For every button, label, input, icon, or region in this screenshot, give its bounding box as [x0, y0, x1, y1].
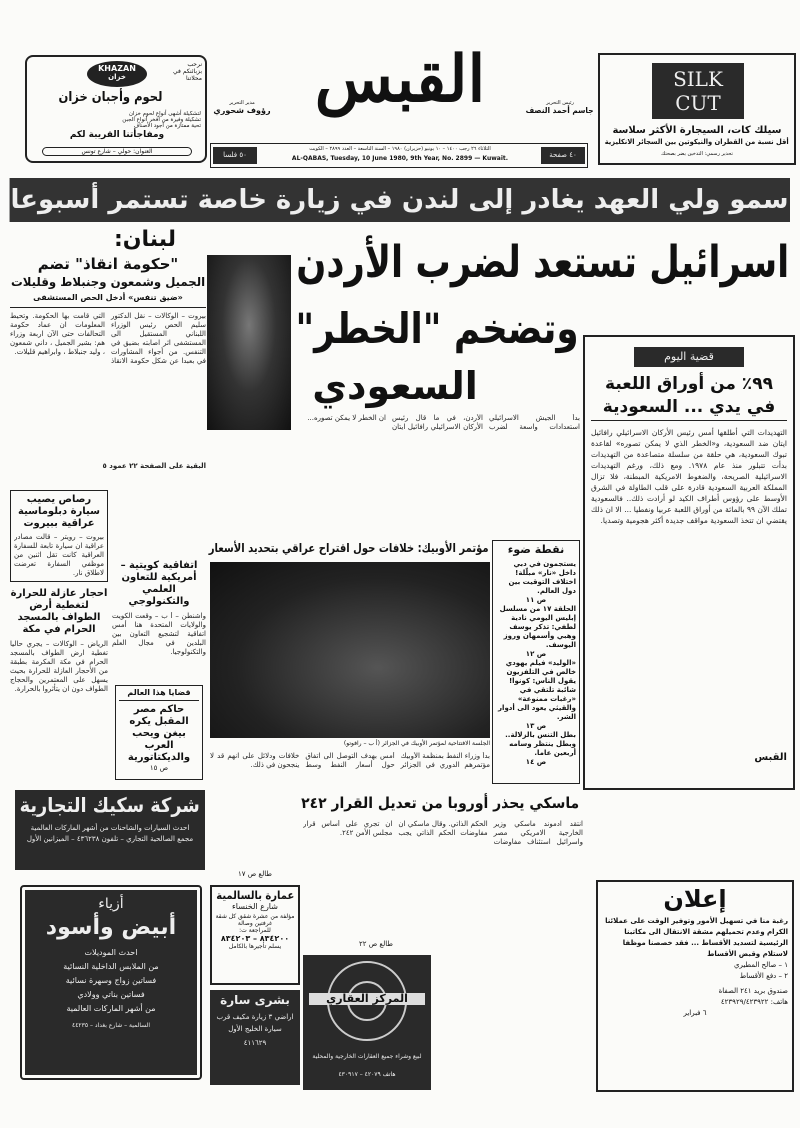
story-body: بيروت – رويتر – قالت مصادر عراقية ان سيارة تابعة للسفارة العراقية كانت تقل اثنين من موظفي السفارة تعرضت لاطلاق نار. — [14, 533, 104, 577]
silk-cut-brand: CUT — [675, 91, 721, 115]
silk-cut-sub: أقل نسبة من القطران والنيكوتين بين السجائر الانكليزية — [604, 138, 789, 146]
fashion-ad — [20, 885, 202, 1080]
khazan-line: تحية ممتازة من أجود الأصناف — [133, 123, 201, 129]
world-issues-page: ص ١٥ — [149, 763, 169, 772]
real-estate-phones: هاتف ٤٢٠٧٩ – ٤٣٠٩١٧ — [338, 1071, 396, 1078]
notice-ad — [596, 880, 794, 1092]
issue-of-day-headline: في يدي ... السعودية — [591, 398, 787, 422]
issue-of-day-body: التهديدات التي أطلقها أمس رئيس الأركان الاسرائيلي رافائيل ايتان ضد السعودية، و«الخطر الذي لا يمكن تصوره» لقاعدة تبوك السعودية، هي حلقة من سلسلة متصاعدة من التهديدات بدأت تتبلور منذ عام ١٩٧٨. ومع ذلك، ورغم التهديدات الاسرائيلية الصريحة، والضغوط الامريكية المبطنة، فلا تزال المملكة العربية السعودية قادرة على قلب الطاولة في الشرق الأوسط على رؤوس أطراف الكيد لو أرادت ذلك.. فالسعودية تملك الآن ٩٩ بالمائة من أوراق اللعبة عربيا ونفطيا ... الا ان ذلك يقتضي ان تتخذ السعودية مواقف جديدة أكثر هجومية وتصديا. — [591, 428, 787, 526]
khazan-side: نرحب بزبائنكم في محلاتنا — [172, 61, 202, 82]
building-street: شارع الخنساء — [232, 902, 278, 912]
managing-editor-name: رؤوف شحوري — [213, 106, 271, 115]
sakeek-ad — [15, 790, 205, 870]
spotlight-title: نقطة ضوء — [507, 543, 565, 556]
building-phone-label: للمراجعة ت: — [239, 927, 271, 935]
silk-cut-ad — [598, 53, 796, 165]
spotlight-item: يستجمون في دبي داخل «نار» مبلّلة! — [513, 560, 576, 578]
real-estate-sub: لبيع وشراء جميع العقارات الخارجية والمحلية — [312, 1053, 422, 1060]
lead-headline-line3: السعودي — [312, 364, 478, 408]
story-body: واشنطن – أ ب – وقعت الكويت والولايات المتحدة هنا أمس اتفاقية لتشجيع التعاون بين البلدين في مجال العلم والتكنولوجيا. — [112, 612, 206, 656]
sakeek-line: مجمع الصالحية التجاري – تلفون ٤٣٦٢٣٨ – الميزانين الأول — [26, 835, 194, 843]
khazan-footer: العنوان: حولي – شارع تونس — [42, 147, 192, 156]
lead-headline-line2: وتضخم "الخطر" — [295, 304, 579, 353]
spotlight-page: ص ١٤ — [525, 758, 547, 767]
story-mecca — [10, 588, 108, 768]
editor-in-chief-label: رئيس التحرير — [546, 100, 574, 106]
banner-headline: سمو ولي العهد يغادر إلى لندن في زيارة خاصة تستمر أسبوعا — [10, 178, 790, 222]
story-headline: اتفاقية كويتية – أمريكية للتعاون العلمي والتكنولوجي — [120, 560, 198, 607]
khazan-ad — [25, 55, 207, 163]
world-issues-box — [115, 685, 203, 780]
khazan-lines — [31, 111, 201, 129]
opec-caption: الجلسة الافتتاحية لمؤتمر الأوبيك في الجزائر (أ ب – رافوتو) — [343, 740, 490, 747]
notice-footer: ٦ فبراير — [683, 1009, 707, 1018]
fashion-title: أزياء — [98, 896, 124, 912]
sakeek-title: شركة سكيك التجارية — [19, 793, 201, 817]
story-body: الرياض – الوكالات – يجري حاليا تغطية ارض الطواف بالمسجد الحرام في مكة المكرمة بطبقة من الأحجار العازلة للحرارة بحيث يسهل على المعتمرين والحجاج الطواف دون ان يتأثروا بالحرارة. — [10, 640, 108, 693]
masthead-logo: القبس — [314, 42, 486, 117]
good-news-phone: ٤١١٦٢٩ — [243, 1039, 267, 1048]
spotlight-page: ص ١٢ — [525, 650, 547, 659]
muskie-more: طالع ص ٢٢ — [358, 940, 393, 948]
fashion-ad-inner — [25, 890, 197, 1075]
pages-badge: ٤٠ صفحة — [541, 147, 585, 164]
building-note: يسلم تأجيرها بالكامل — [228, 943, 282, 951]
date-bar — [210, 143, 588, 168]
building-desc: مؤلفة من عشرة شقق كل شقة غرفتين وصالة — [215, 913, 295, 928]
fashion-main: أبيض وأسود — [45, 915, 177, 940]
date-english: AL-QABAS, Tuesday, 10 June 1980, 9th Year, No. 2899 — Kuwait. — [291, 155, 509, 162]
notice-body: رغبة منا في تسهيل الأمور وتوفير الوقت على عملائنا الكرام وعدم تحميلهم مشقة الانتقال الى مكاتبنا الرئيسية لتسديد الأقساط ... فقد خصصنا موظفا لاستلام وقبض الأقساط — [605, 917, 788, 959]
real-estate-name: المركز العقاري — [309, 993, 425, 1005]
lebanon-story — [10, 228, 206, 486]
spotlight-box — [492, 540, 580, 784]
issue-of-day-headline: ٩٩٪ من أوراق اللعبة — [605, 374, 773, 394]
notice-title: إعلان — [663, 885, 727, 913]
spotlight-item: «الوليد» فيلم يهودي خالص في التلفزيون يقول الناس: كونوا! — [505, 659, 576, 686]
silk-cut-brand: SILK — [673, 67, 723, 91]
lead-body: بدأ الجيش الاسرائيلي استعدادات واسعة لضرب الأردن، في ما قال رئيس الأركان الاسرائيلي رافائيل ايتان ان الخطر لا يمكن تصوره... — [307, 414, 580, 431]
story-headline: رصاص يصيب سيارة دبلوماسية عراقية ببيروت — [18, 494, 100, 529]
spotlight-item: اختلاف التوقيت بين دول العالم. — [508, 578, 576, 596]
notice-item: ٢ – دفع الأقساط — [739, 972, 788, 981]
managing-editor-label: مدير التحرير — [229, 100, 255, 106]
fashion-line: احدث الموديلات — [84, 948, 138, 958]
spotlight-item: الحلقة ١٧ من مسلسل إبليس اليومي نادية لطفي: تذكر يوسف وهبي وأسمهان وروز اليوسف. — [499, 605, 576, 650]
story-headline: أحجار عازلة للحرارة لتغطية أرض الطواف بالمسجد الحرام في مكة — [10, 588, 108, 635]
khazan-title: لحوم وأجبان خزان — [58, 90, 163, 105]
lebanon-kicker: لبنان: — [113, 227, 176, 252]
lebanon-body: بيروت – الوكالات – نقل الدكتور سليم الحص رئيس الوزراء اللبناني المستقيل الى المستشفى اثر اصابته بضيق في التنفس. من أجواء المشاورات في بعبدا عن شكل حكومة الانقاذ التي قامت بها الحكومة. وتحيط المعلومات ان عماد حكومة التحالفات حتى الآن اربعة وزراء هم: بشير الجميل ، داني شمعون ، وليد جنبلاط ، وابراهيم قليلات. — [10, 311, 206, 365]
good-news-body: اراضي ٣ زيارة مكيف قرب سيارة الخليج الأول — [216, 1013, 294, 1034]
khazan-line: لتشكيلة أشهى أنواع لحوم خزان — [128, 111, 201, 117]
lebanon-deck: «ضيق تنفس» أدخل الحص المستشفى — [10, 294, 206, 308]
issue-of-day-box — [583, 335, 795, 790]
lead-headline-line1: اسرائيل تستعد لضرب الأردن — [296, 237, 790, 288]
good-news-ad-box — [210, 990, 300, 1085]
date-arabic: الثلاثاء ٢٦ رجب ١٤٠٠ – ١٠ يونيو (حزيران) ١٩٨٠ – السنة التاسعة – العدد ٢٨٩٩ – الكويت — [309, 146, 491, 152]
managing-editor — [212, 100, 272, 115]
muskie-body: انتقد ادموند ماسكي وزير الخارجية الامريكي مصر واسرائيل استئناف مفاوضات الحكم الذاتي. وقال ماسكي ان مفاوضات الحكم الذاتي يجب ان تجري على أساس قرار مجلس الأمن ٢٤٢. — [303, 820, 583, 846]
opec-body: بدأ وزراء النفط بمنظمة الأوبيك مؤتمرهم الدوري في الجزائر أمس بهدف التوصل الى اتفاق حول أسعار النفط وسط خلافات ودلائل على انهم قد لا ينجحون في ذلك. — [210, 752, 490, 769]
fashion-footer: السالمية – شارع بغداد – ٤٤٢٣٥ — [71, 1022, 151, 1030]
editor-in-chief-name: جاسم أحمد النصف — [526, 106, 595, 115]
silk-cut-warning: تحذير رسمي: التدخين يضر بصحتك — [661, 151, 733, 157]
khazan-slogan: ومفاجأتنا القريبة لكم — [69, 130, 165, 140]
sakeek-line: احدث السيارات والشاحنات من أشهر الماركات العالمية — [30, 824, 190, 832]
fashion-line: من أشهر الماركات العالمية — [66, 1004, 156, 1014]
silk-cut-logo — [652, 63, 744, 119]
opec-headline: مؤتمر الأوبيك: خلافات حول اقتراح عراقي بتحديد الأسعار — [208, 541, 489, 555]
notice-address: صندوق بريد ٢٤١ الصفاة — [718, 987, 788, 996]
notice-phones: هاتف: ٤٢٣٩٢٩/٤٢٣٩٢٢ — [720, 998, 788, 1007]
good-news-title: بشرى سارة — [220, 993, 290, 1007]
khazan-brand: KHAZAN — [98, 64, 136, 73]
lebanon-continued: البقية على الصفحة ٢٢ عمود ٥ — [102, 461, 206, 470]
lebanon-subheadline: الجميل وشمعون وجنبلاط وقليلات — [10, 274, 205, 289]
spotlight-page: ص ١١ — [525, 596, 547, 605]
fashion-line: فساتين بناتي وولادي — [77, 990, 145, 1000]
world-issues-headline: حاكم مصر المقبل يكره بيغن ويحب العرب والديكتاتورية — [127, 703, 191, 763]
notice-item: ١ – صالح المطيري — [734, 961, 788, 970]
building-ad — [210, 885, 300, 985]
khazan-line: تشكيلة وفيرة من أفخر أنواع الجبن — [122, 117, 201, 123]
issue-of-day-signature: القبس — [754, 752, 787, 764]
spotlight-item: شائبة تلتقي في «رغبات ممنوعة» والقيثي يعود الى أدوار الشر. — [498, 686, 576, 722]
khazan-logo — [87, 61, 147, 87]
fashion-line: من الملابس الداخلية النسائية — [63, 962, 159, 972]
issue-of-day-label: قضية اليوم — [634, 347, 744, 367]
spotlight-item: بطل التنس بالزلالة.. وبطل ينتظر وسامه أربعين عاما. — [505, 731, 576, 758]
muskie-headline: ماسكي يحذر أوروبا من تعديل القرار ٢٤٢ — [301, 794, 580, 812]
building-title: عمارة بالسالمية — [216, 889, 294, 902]
spotlight-page: ص ١٣ — [525, 722, 547, 731]
khazan-brand-ar: خزان — [108, 73, 126, 81]
story-kuwait-us — [112, 560, 206, 682]
opec-photo — [210, 562, 490, 738]
world-issues-label: قضايا هذا العالم — [119, 689, 199, 701]
lebanon-headline: "حكومة انقاذ" تضم — [37, 255, 179, 274]
opec-more: طالع ص ١٧ — [237, 870, 272, 878]
building-phones: ٨٣٤٢٠٠ – ٨٣٤٢٠٣ — [220, 934, 290, 944]
fashion-line: فساتين زواج وسهرة نسائية — [65, 976, 157, 986]
editor-in-chief — [525, 100, 595, 115]
crown-prince-photo — [207, 255, 291, 430]
silk-cut-slogan: سيلك كات، السيجارة الأكثر سلاسة — [612, 125, 782, 136]
real-estate-ad — [303, 955, 431, 1090]
price-badge: ٥٠ فلسا — [213, 147, 257, 164]
story-diplomatic-car — [10, 490, 108, 582]
